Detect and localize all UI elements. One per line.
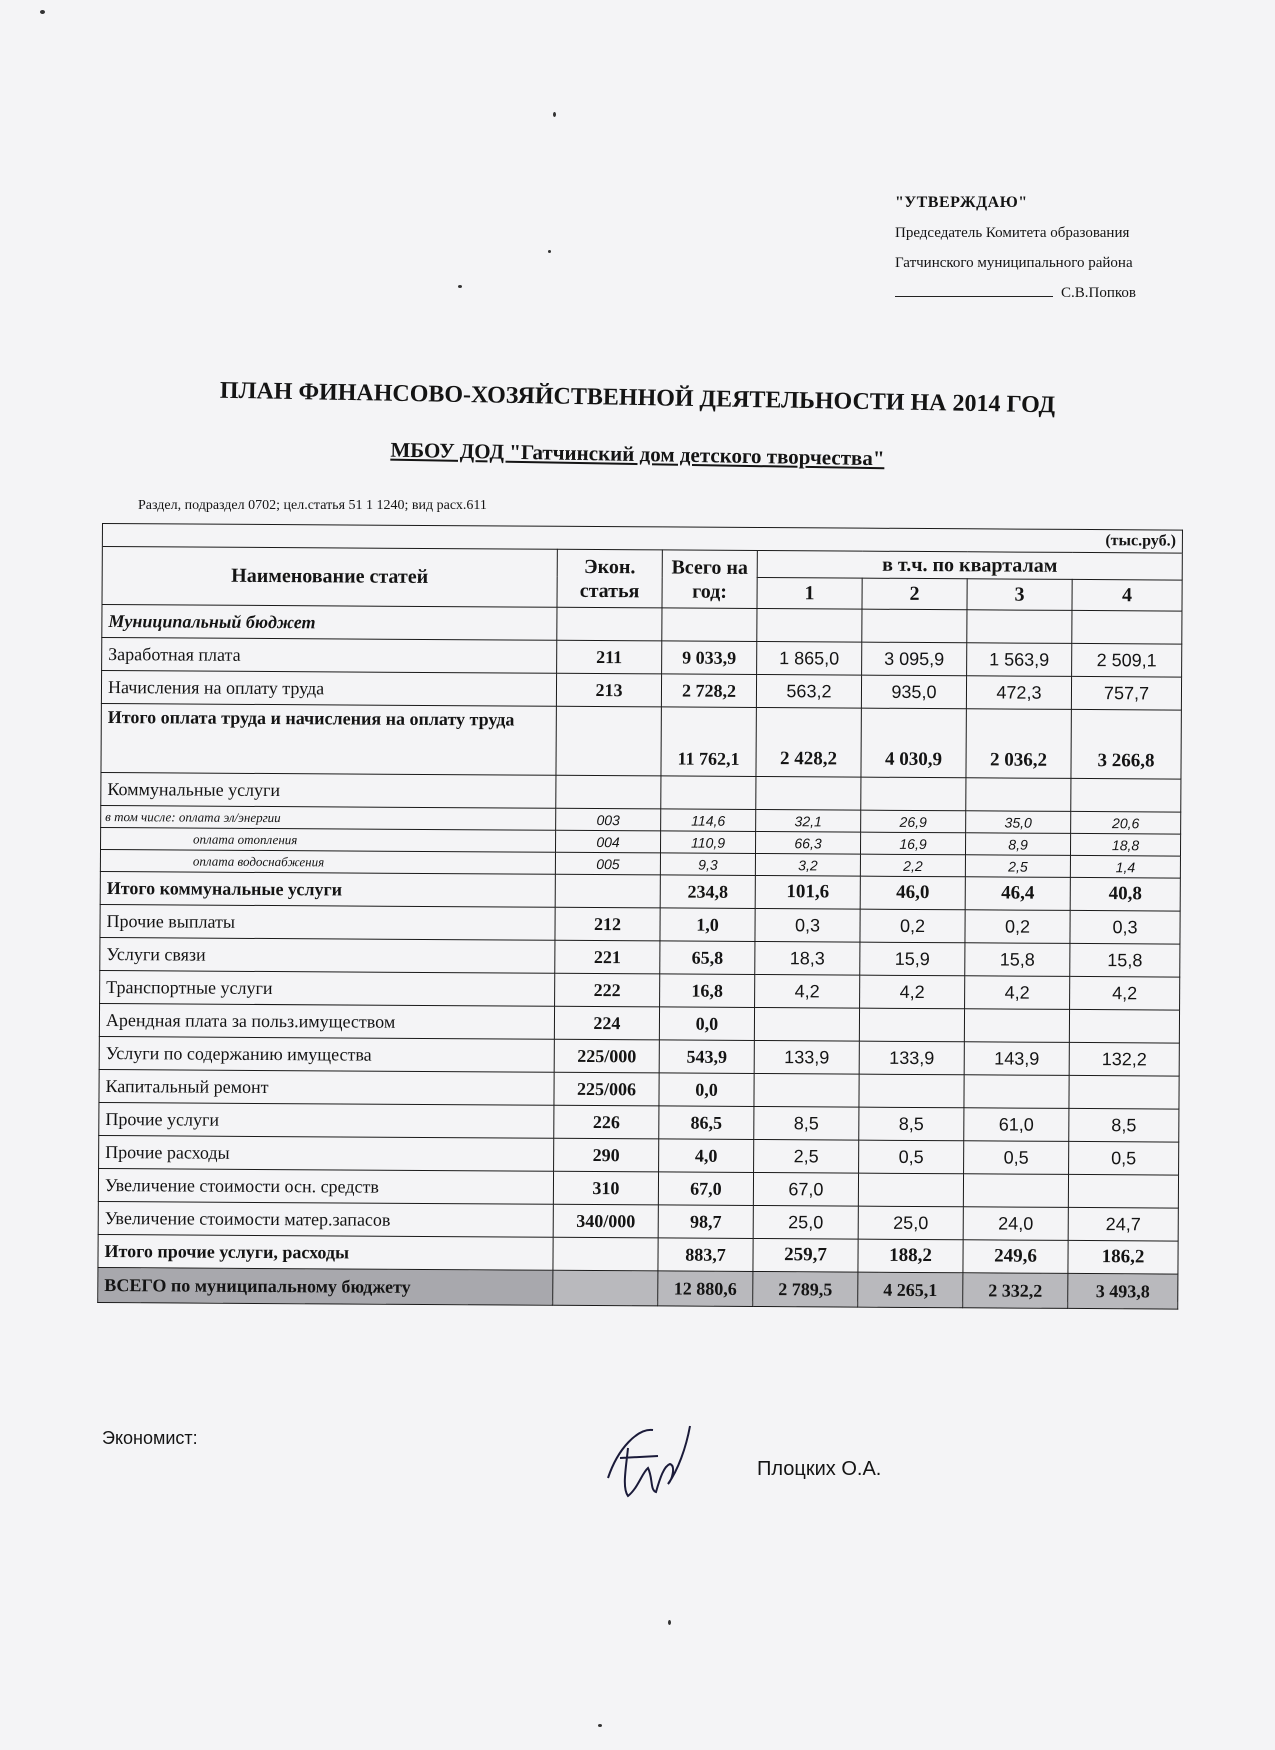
row-quarter-4: 1,4 bbox=[1070, 855, 1180, 878]
row-quarter-2: 0,5 bbox=[859, 1140, 964, 1174]
row-quarter-2: 46,0 bbox=[860, 876, 965, 910]
row-quarter-1: 2,5 bbox=[754, 1139, 859, 1173]
row-quarter-2: 2,2 bbox=[860, 854, 965, 877]
row-quarter-4: 186,2 bbox=[1068, 1240, 1178, 1274]
empty-cell bbox=[967, 610, 1072, 644]
row-name: Капитальный ремонт bbox=[99, 1069, 554, 1105]
header-year-total: Всего на год: bbox=[662, 550, 757, 609]
row-name: Увеличение стоимости осн. средств bbox=[98, 1168, 553, 1204]
row-econ-code: 226 bbox=[554, 1105, 659, 1139]
row-econ-code: 340/000 bbox=[553, 1204, 658, 1238]
approval-block bbox=[895, 188, 1195, 308]
row-quarter-3: 472,3 bbox=[966, 676, 1071, 710]
row-quarter-4 bbox=[1071, 778, 1181, 812]
row-quarter-1: 0,3 bbox=[755, 908, 860, 942]
scan-speck bbox=[40, 10, 45, 14]
row-year-total: 543,9 bbox=[659, 1040, 754, 1074]
scan-speck bbox=[553, 112, 556, 117]
row-name: Прочие услуги bbox=[99, 1102, 554, 1138]
row-quarter-4: 757,7 bbox=[1071, 676, 1181, 710]
row-quarter-4: 0,3 bbox=[1070, 910, 1180, 944]
row-year-total: 114,6 bbox=[661, 809, 756, 832]
finance-plan-table-wrapper bbox=[97, 523, 1182, 1310]
row-quarter-1 bbox=[754, 1073, 859, 1107]
row-quarter-3: 8,9 bbox=[965, 833, 1070, 856]
signature-blank bbox=[895, 284, 1053, 297]
row-quarter-2 bbox=[861, 777, 966, 811]
row-year-total: 0,0 bbox=[659, 1073, 754, 1107]
row-quarter-3: 61,0 bbox=[964, 1108, 1069, 1142]
row-year-total: 12 880,6 bbox=[658, 1271, 753, 1307]
row-econ-code: 212 bbox=[555, 907, 660, 941]
row-year-total: 1,0 bbox=[660, 908, 755, 942]
row-quarter-2: 25,0 bbox=[858, 1206, 963, 1240]
row-quarter-2 bbox=[859, 1008, 964, 1042]
economist-label: Экономист: bbox=[102, 1428, 198, 1448]
row-year-total: 9,3 bbox=[660, 853, 755, 876]
row-year-total bbox=[661, 776, 756, 810]
row-econ-code bbox=[553, 1270, 658, 1306]
row-quarter-3 bbox=[964, 1075, 1069, 1109]
row-econ-code bbox=[553, 1237, 658, 1271]
row-quarter-3: 15,8 bbox=[965, 943, 1070, 977]
row-quarter-1: 1 865,0 bbox=[757, 642, 862, 676]
approval-heading: "УТВЕРЖДАЮ" bbox=[895, 194, 1028, 211]
row-econ-code: 310 bbox=[553, 1171, 658, 1205]
row-name: Коммунальные услуги bbox=[101, 772, 556, 808]
row-name: Итого коммунальные услуги bbox=[100, 871, 555, 907]
approval-signer: С.В.Попков bbox=[1061, 285, 1136, 301]
row-year-total: 0,0 bbox=[659, 1007, 754, 1041]
row-year-total: 9 033,9 bbox=[662, 641, 757, 675]
empty-cell bbox=[862, 609, 967, 643]
row-quarter-2: 133,9 bbox=[859, 1041, 964, 1075]
row-name: Прочие расходы bbox=[99, 1135, 554, 1171]
row-name: Услуги связи bbox=[100, 937, 555, 973]
row-econ-code: 003 bbox=[556, 808, 661, 831]
document-title: ПЛАН ФИНАНСОВО-ХОЗЯЙСТВЕННОЙ ДЕЯТЕЛЬНОСТИ НА 2014 ГОД bbox=[219, 377, 1056, 419]
signature-icon bbox=[598, 1418, 708, 1508]
header-name: Наименование статей bbox=[102, 547, 557, 608]
row-quarter-4: 40,8 bbox=[1070, 877, 1180, 911]
row-quarter-2: 16,9 bbox=[860, 832, 965, 855]
row-econ-code: 004 bbox=[555, 830, 660, 853]
row-quarter-4 bbox=[1069, 1075, 1179, 1109]
row-quarter-4: 2 509,1 bbox=[1072, 643, 1182, 677]
row-quarter-2 bbox=[859, 1074, 964, 1108]
table-row bbox=[101, 703, 1181, 779]
row-quarter-3: 4,2 bbox=[965, 976, 1070, 1010]
row-name: оплата отопления bbox=[101, 827, 556, 852]
table-row bbox=[98, 1267, 1178, 1309]
scan-speck bbox=[598, 1724, 602, 1727]
row-econ-code: 222 bbox=[555, 973, 660, 1007]
row-quarter-1: 18,3 bbox=[755, 941, 860, 975]
row-year-total: 2 728,2 bbox=[661, 674, 756, 708]
row-econ-code: 225/000 bbox=[554, 1039, 659, 1073]
row-quarter-3: 2 036,2 bbox=[966, 709, 1071, 779]
scan-speck bbox=[548, 250, 551, 253]
row-quarter-3: 2,5 bbox=[965, 855, 1070, 878]
row-year-total: 234,8 bbox=[660, 875, 755, 909]
row-quarter-1: 8,5 bbox=[754, 1106, 859, 1140]
header-quarter-1: 1 bbox=[757, 578, 862, 610]
row-quarter-2: 4,2 bbox=[860, 975, 965, 1009]
empty-cell bbox=[757, 609, 862, 643]
row-quarter-4: 3 266,8 bbox=[1071, 709, 1181, 779]
header-quarters-caption: в т.ч. по кварталам bbox=[757, 551, 1182, 581]
row-econ-code: 290 bbox=[554, 1138, 659, 1172]
row-year-total: 16,8 bbox=[660, 974, 755, 1008]
row-quarter-3: 0,2 bbox=[965, 910, 1070, 944]
row-econ-code: 225/006 bbox=[554, 1072, 659, 1106]
row-quarter-3: 46,4 bbox=[965, 877, 1070, 911]
units-label: (тыс.руб.) bbox=[102, 524, 1182, 554]
approval-position-line1: Председатель Комитета образования bbox=[895, 225, 1130, 241]
row-quarter-2: 8,5 bbox=[859, 1107, 964, 1141]
row-quarter-2: 4 265,1 bbox=[858, 1272, 963, 1308]
row-quarter-2: 3 095,9 bbox=[862, 642, 967, 676]
row-quarter-3: 249,6 bbox=[963, 1240, 1068, 1274]
row-name: Итого прочие услуги, расходы bbox=[98, 1234, 553, 1270]
row-quarter-1: 3,2 bbox=[755, 853, 860, 876]
row-name: Заработная плата bbox=[102, 638, 557, 674]
row-econ-code: 005 bbox=[555, 852, 660, 875]
row-quarter-4: 20,6 bbox=[1071, 811, 1181, 834]
row-econ-code: 213 bbox=[556, 673, 661, 707]
row-quarter-4: 15,8 bbox=[1070, 943, 1180, 977]
row-quarter-1: 563,2 bbox=[756, 675, 861, 709]
row-year-total: 110,9 bbox=[660, 831, 755, 854]
row-quarter-3: 35,0 bbox=[966, 811, 1071, 834]
row-year-total: 65,8 bbox=[660, 941, 755, 975]
row-econ-code: 224 bbox=[554, 1006, 659, 1040]
approval-signature-line bbox=[895, 278, 1195, 308]
row-quarter-3 bbox=[966, 778, 1071, 812]
row-quarter-1: 66,3 bbox=[755, 831, 860, 854]
empty-cell bbox=[662, 608, 757, 642]
row-quarter-3: 143,9 bbox=[964, 1042, 1069, 1076]
row-quarter-3: 1 563,9 bbox=[967, 643, 1072, 677]
row-quarter-1 bbox=[756, 776, 861, 810]
header-row bbox=[102, 547, 1182, 581]
row-name: Итого оплата труда и начисления на оплату труда bbox=[101, 703, 556, 775]
row-quarter-3: 0,5 bbox=[964, 1141, 1069, 1175]
row-quarter-2 bbox=[858, 1173, 963, 1207]
row-econ-code: 211 bbox=[557, 640, 662, 674]
empty-cell bbox=[557, 607, 662, 641]
row-name: Арендная плата за польз.имуществом bbox=[99, 1003, 554, 1039]
row-quarter-1: 32,1 bbox=[756, 809, 861, 832]
header-quarter-2: 2 bbox=[862, 578, 967, 610]
row-year-total: 883,7 bbox=[658, 1238, 753, 1272]
economist-name: Плоцких О.А. bbox=[757, 1458, 882, 1480]
row-year-total: 86,5 bbox=[659, 1106, 754, 1140]
row-quarter-1: 4,2 bbox=[755, 974, 860, 1008]
row-econ-code bbox=[556, 775, 661, 809]
row-quarter-4 bbox=[1068, 1174, 1178, 1208]
row-year-total: 98,7 bbox=[658, 1205, 753, 1239]
row-year-total: 4,0 bbox=[659, 1139, 754, 1173]
row-quarter-3: 24,0 bbox=[963, 1207, 1068, 1241]
row-name: Прочие выплаты bbox=[100, 904, 555, 940]
row-quarter-3 bbox=[964, 1009, 1069, 1043]
row-quarter-1 bbox=[754, 1007, 859, 1041]
row-quarter-2: 4 030,9 bbox=[861, 708, 966, 778]
row-quarter-2: 935,0 bbox=[861, 675, 966, 709]
finance-plan-table bbox=[97, 523, 1183, 1310]
budget-label: Муниципальный бюджет bbox=[102, 605, 557, 641]
row-quarter-4 bbox=[1069, 1009, 1179, 1043]
row-quarter-2: 188,2 bbox=[858, 1239, 963, 1273]
row-quarter-4: 4,2 bbox=[1070, 976, 1180, 1010]
row-name: ВСЕГО по муниципальному бюджету bbox=[98, 1267, 553, 1305]
row-quarter-4: 24,7 bbox=[1068, 1207, 1178, 1241]
row-quarter-1: 2 789,5 bbox=[753, 1271, 858, 1307]
row-quarter-4: 3 493,8 bbox=[1068, 1273, 1178, 1309]
header-econ-code: Экон. статья bbox=[557, 549, 662, 608]
row-name: Увеличение стоимости матер.запасов bbox=[98, 1201, 553, 1237]
row-name: Начисления на оплату труда bbox=[101, 671, 556, 707]
row-name: Транспортные услуги bbox=[100, 970, 555, 1006]
row-year-total: 67,0 bbox=[658, 1172, 753, 1206]
row-name: Услуги по содержанию имущества bbox=[99, 1036, 554, 1072]
budget-classification: Раздел, подраздел 0702; цел.статья 51 1 1240; вид расх.611 bbox=[138, 498, 487, 513]
approval-position-line2: Гатчинского муниципального района bbox=[895, 255, 1133, 271]
row-quarter-1: 25,0 bbox=[753, 1205, 858, 1239]
row-econ-code bbox=[556, 706, 661, 776]
header-quarter-3: 3 bbox=[967, 579, 1072, 611]
row-quarter-1: 101,6 bbox=[755, 875, 860, 909]
row-quarter-2: 0,2 bbox=[860, 909, 965, 943]
row-quarter-1: 2 428,2 bbox=[756, 708, 861, 778]
table-body bbox=[98, 638, 1182, 1310]
row-quarter-1: 259,7 bbox=[753, 1238, 858, 1272]
row-quarter-1: 133,9 bbox=[754, 1040, 859, 1074]
row-econ-code: 221 bbox=[555, 940, 660, 974]
scan-speck bbox=[458, 285, 462, 288]
row-quarter-1: 67,0 bbox=[753, 1172, 858, 1206]
row-quarter-4: 132,2 bbox=[1069, 1042, 1179, 1076]
organization-name: МБОУ ДОД "Гатчинский дом детского творчества" bbox=[390, 437, 885, 471]
row-year-total: 11 762,1 bbox=[661, 707, 756, 777]
header-quarter-4: 4 bbox=[1072, 579, 1182, 611]
row-quarter-4: 8,5 bbox=[1069, 1108, 1179, 1142]
scan-speck bbox=[668, 1620, 671, 1625]
row-quarter-2: 15,9 bbox=[860, 942, 965, 976]
row-quarter-3: 2 332,2 bbox=[963, 1273, 1068, 1309]
row-quarter-4: 0,5 bbox=[1069, 1141, 1179, 1175]
row-econ-code bbox=[555, 874, 660, 908]
row-quarter-4: 18,8 bbox=[1070, 833, 1180, 856]
row-quarter-3 bbox=[963, 1174, 1068, 1208]
empty-cell bbox=[1072, 610, 1182, 644]
row-name: в том числе: оплата эл/энергии bbox=[101, 805, 556, 830]
row-name: оплата водоснабжения bbox=[100, 849, 555, 874]
row-quarter-2: 26,9 bbox=[861, 810, 966, 833]
